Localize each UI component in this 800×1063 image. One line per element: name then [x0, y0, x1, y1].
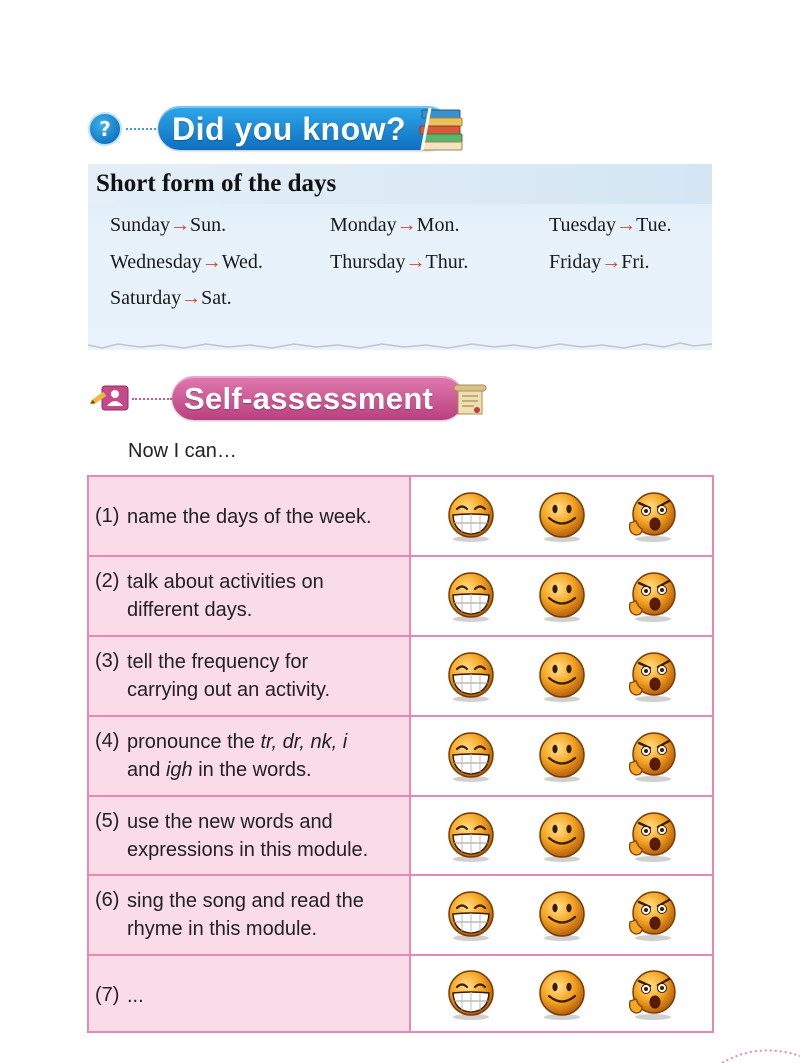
scroll-icon	[452, 382, 488, 418]
day-thursday: Thursday→Thur.	[330, 251, 469, 273]
self-assessment-table	[87, 475, 714, 1033]
books-icon	[416, 106, 468, 152]
pencil-student-icon	[90, 382, 130, 414]
grinning-face-icon[interactable]	[444, 967, 498, 1021]
row-number: (7)	[95, 984, 120, 1006]
self-assessment-header	[86, 374, 496, 424]
smiling-face-icon[interactable]	[535, 729, 589, 783]
statement-cell	[89, 557, 411, 635]
arrow-icon: →	[405, 251, 426, 273]
statement-text: use the new words and expressions in this module.	[127, 811, 369, 861]
grinning-face-icon[interactable]	[444, 649, 498, 703]
day-monday: Monday→Mon.	[330, 214, 460, 236]
grinning-face-icon[interactable]	[444, 809, 498, 863]
table-row	[89, 477, 712, 557]
self-assessment-title: Self-assessment	[184, 381, 434, 416]
intro-text: Now I can…	[128, 440, 237, 462]
statement-cell	[89, 956, 411, 1031]
table-row	[89, 717, 712, 797]
row-number: (5)	[95, 810, 120, 832]
smiling-face-icon[interactable]	[535, 888, 589, 942]
rating-cell	[411, 956, 712, 1031]
did-you-know-header	[88, 104, 478, 156]
statement-text: sing the song and read the rhyme in this module.	[127, 890, 364, 940]
grinning-face-icon[interactable]	[444, 888, 498, 942]
grinning-face-icon[interactable]	[444, 569, 498, 623]
worried-face-icon[interactable]	[626, 967, 680, 1021]
arrow-icon: →	[601, 251, 622, 273]
row-number: (3)	[95, 650, 120, 672]
rating-cell	[411, 637, 712, 715]
statement-cell	[89, 797, 411, 874]
worried-face-icon[interactable]	[626, 489, 680, 543]
smiling-face-icon[interactable]	[535, 489, 589, 543]
smiling-face-icon[interactable]	[535, 967, 589, 1021]
day-sunday: Sunday→Sun.	[110, 214, 227, 236]
dotted-connector	[126, 128, 156, 130]
day-saturday: Saturday→Sat.	[110, 287, 232, 309]
table-row	[89, 637, 712, 717]
grinning-face-icon[interactable]	[444, 729, 498, 783]
table-row	[89, 797, 712, 876]
row-number: (1)	[95, 505, 120, 527]
did-you-know-title: Did you know?	[172, 111, 407, 147]
day-friday: Friday→Fri.	[549, 251, 650, 273]
smiling-face-icon[interactable]	[535, 809, 589, 863]
arrow-icon: →	[396, 214, 417, 236]
arrow-icon: →	[181, 287, 202, 309]
rating-cell	[411, 876, 712, 954]
statement-text: ...	[127, 985, 144, 1007]
dotted-connector	[132, 398, 172, 400]
table-row	[89, 876, 712, 956]
torn-paper-edge	[84, 332, 716, 356]
corner-decoration	[718, 1046, 800, 1063]
worried-face-icon[interactable]	[626, 809, 680, 863]
row-number: (6)	[95, 889, 120, 911]
rating-cell	[411, 557, 712, 635]
worried-face-icon[interactable]	[626, 649, 680, 703]
statement-text: tell the frequency for carrying out an activity.	[127, 651, 331, 701]
worried-face-icon[interactable]	[626, 569, 680, 623]
statement-text: talk about activities on different days.	[127, 571, 324, 621]
short-form-box	[88, 164, 712, 350]
statement-cell	[89, 477, 411, 555]
statement-text: name the days of the week.	[127, 506, 372, 528]
row-number: (4)	[95, 730, 120, 752]
statement-text: pronounce the tr, dr, nk, i and igh in the words.	[127, 731, 348, 781]
statement-cell	[89, 637, 411, 715]
day-wednesday: Wednesday→Wed.	[110, 251, 263, 273]
arrow-icon: →	[616, 214, 637, 236]
worried-face-icon[interactable]	[626, 888, 680, 942]
rating-cell	[411, 717, 712, 795]
rating-cell	[411, 797, 712, 874]
arrow-icon: →	[201, 251, 222, 273]
worried-face-icon[interactable]	[626, 729, 680, 783]
question-icon: ?	[88, 112, 122, 146]
day-tuesday: Tuesday→Tue.	[549, 214, 672, 236]
short-form-title: Short form of the days	[96, 170, 337, 197]
grinning-face-icon[interactable]	[444, 489, 498, 543]
row-number: (2)	[95, 570, 120, 592]
statement-cell	[89, 876, 411, 954]
arrow-icon: →	[170, 214, 190, 236]
smiling-face-icon[interactable]	[535, 649, 589, 703]
table-row	[89, 956, 712, 1031]
rating-cell	[411, 477, 712, 555]
smiling-face-icon[interactable]	[535, 569, 589, 623]
statement-cell	[89, 717, 411, 795]
table-row	[89, 557, 712, 637]
